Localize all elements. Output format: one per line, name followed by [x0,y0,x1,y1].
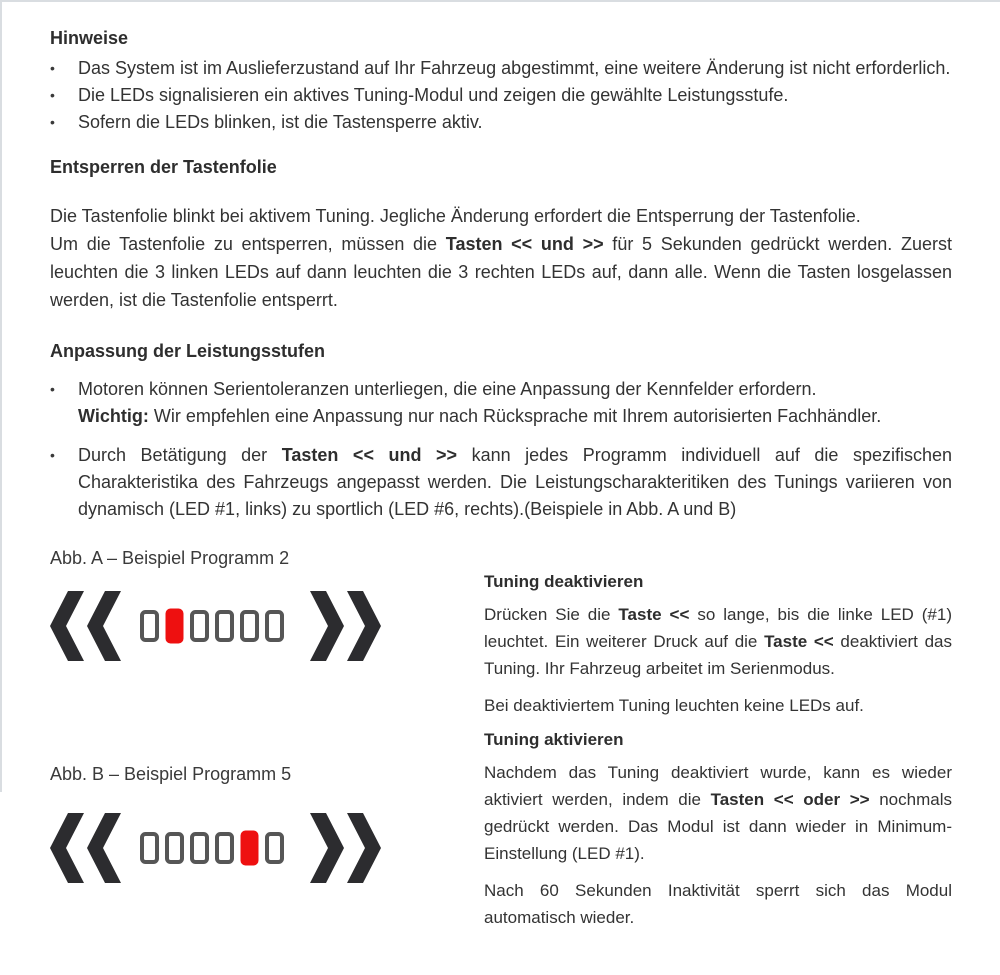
led-indicator [142,612,157,640]
chevron-right-icon [310,813,381,883]
text-segment: Bei deaktiviertem Tuning leuchten keine LEDs auf. [484,696,864,715]
bold-text-segment: Tasten << und >> [281,445,458,465]
bold-text-segment: Wichtig: [78,406,149,426]
led-indicator [142,834,157,862]
section-title-anpassung: Anpassung der Leistungsstufen [50,341,326,361]
figure-a-led-diagram [50,589,381,663]
bullet-icon: • [50,114,55,130]
figure-b-led-diagram [50,811,381,885]
figures-and-text-columns [50,541,952,931]
bullet-text [78,109,952,136]
section-title-tuning-deaktivieren: Tuning deaktivieren [484,572,644,591]
bold-text-segment: Tasten << und >> [445,234,604,254]
section-title-hinweise: Hinweise [50,28,129,48]
list-item [50,55,952,82]
bold-text-segment: Tasten << oder >> [710,790,870,809]
text-segment: Nachdem das Tuning deaktiviert wurde, kann es wieder aktiviert werden, indem die [484,763,952,809]
bullet-line [78,403,952,430]
section-title-tuning-aktivieren: Tuning aktivieren [484,730,624,749]
bullet-icon: • [50,87,55,103]
tuning-deaktivieren-paragraph [484,601,952,682]
bullet-text [78,442,952,523]
tuning-text-column [484,541,952,931]
bold-text-segment: Taste << [618,605,690,624]
bullet-text [78,376,952,430]
text-segment: Nach 60 Sekunden Inaktivität sperrt sich das Modul automatisch wieder. [484,881,952,927]
text-segment: so lange, bis die linke LED (#1) leuchtet. Ein weiterer Druck auf die [484,605,952,651]
text-segment: Motoren können Serientoleranzen unterliegen, die eine Anpassung der Kennfelder erfordern. [78,379,817,399]
text-segment: Durch Betätigung der [78,445,282,465]
chevron-left-icon [50,591,121,661]
figure-b-caption: Abb. B – Beispiel Programm 5 [50,764,292,784]
list-item [50,442,952,523]
scan-edge-left-line [0,0,2,792]
chevron-left-icon [50,813,121,883]
led-indicator [242,612,257,640]
bullet-text [78,82,952,109]
section-title-entsperren: Entsperren der Tastenfolie [50,157,277,177]
entsperren-body [50,230,952,314]
bullet-text [78,55,952,82]
text-segment: nochmals gedrückt werden. Das Modul ist dann wieder in Minimum-Einstellung (LED #1). [484,790,952,863]
led-indicator [167,834,182,862]
text-segment: Wir empfehlen eine Anpassung nur nach Rücksprache mit Ihrem autorisierten Fachhändler. [148,406,882,426]
tuning-aktivieren-paragraph [484,759,952,867]
text-segment: Die LEDs signalisieren ein aktives Tuning-Modul und zeigen die gewählte Leistungsstufe. [78,85,789,105]
led-indicator [217,612,232,640]
led-indicator [267,612,282,640]
text-segment: Drücken Sie die [484,605,619,624]
chevron-right-icon [310,591,381,661]
bullet-icon: • [50,447,55,463]
text-segment: Sofern die LEDs blinken, ist die Tastensperre aktiv. [78,112,483,132]
list-item [50,109,952,136]
bullet-icon: • [50,60,55,76]
led-indicator [217,834,232,862]
text-segment: deaktiviert das Tuning. Ihr Fahrzeug arbeitet im Serienmodus. [484,632,952,678]
text-segment: Um die Tastenfolie zu entsperren, müssen die [50,234,446,254]
entsperren-intro: Die Tastenfolie blinkt bei aktivem Tuning. Jegliche Änderung erfordert die Entsperrung der Tastenfolie. [50,206,861,226]
led-active-indicator [166,609,184,644]
text-segment: kann jedes Programm individuell auf die spezifischen Charakteristika des Fahrzeugs angepasst werden. Die Leistungscharakteritiken des Tunings variieren von dynamisch (LED #1, links) zu sportlich (LED #6, rechts).(Beispiele in Abb. A und B) [78,445,953,519]
led-indicator [267,834,282,862]
anpassung-list [50,376,952,523]
text-segment: für 5 Sekunden gedrückt werden. Zuerst leuchten die 3 linken LEDs auf dann leuchten die 3 rechten LEDs auf, dann alle. Wenn die Tasten losgelassen werden, ist die Tastenfolie entsperrt. [50,234,952,310]
list-item [50,82,952,109]
hinweise-list [50,55,952,136]
list-item [50,376,952,430]
led-indicator [192,612,207,640]
led-row [142,831,282,866]
bullet-line [78,376,952,403]
led-row [142,609,282,644]
text-segment: Das System ist im Auslieferzustand auf Ihr Fahrzeug abgestimmt, eine weitere Änderung ist nicht erforderlich. [78,58,951,78]
figure-a-caption: Abb. A – Beispiel Programm 2 [50,548,290,568]
led-indicator [192,834,207,862]
led-active-indicator [241,831,259,866]
tuning-aktivieren-note [484,877,952,931]
tuning-deaktivieren-note [484,692,952,719]
bullet-icon: • [50,381,55,397]
bold-text-segment: Taste << [764,632,834,651]
scan-edge-top-line [0,0,1000,2]
figures-column [50,541,484,931]
